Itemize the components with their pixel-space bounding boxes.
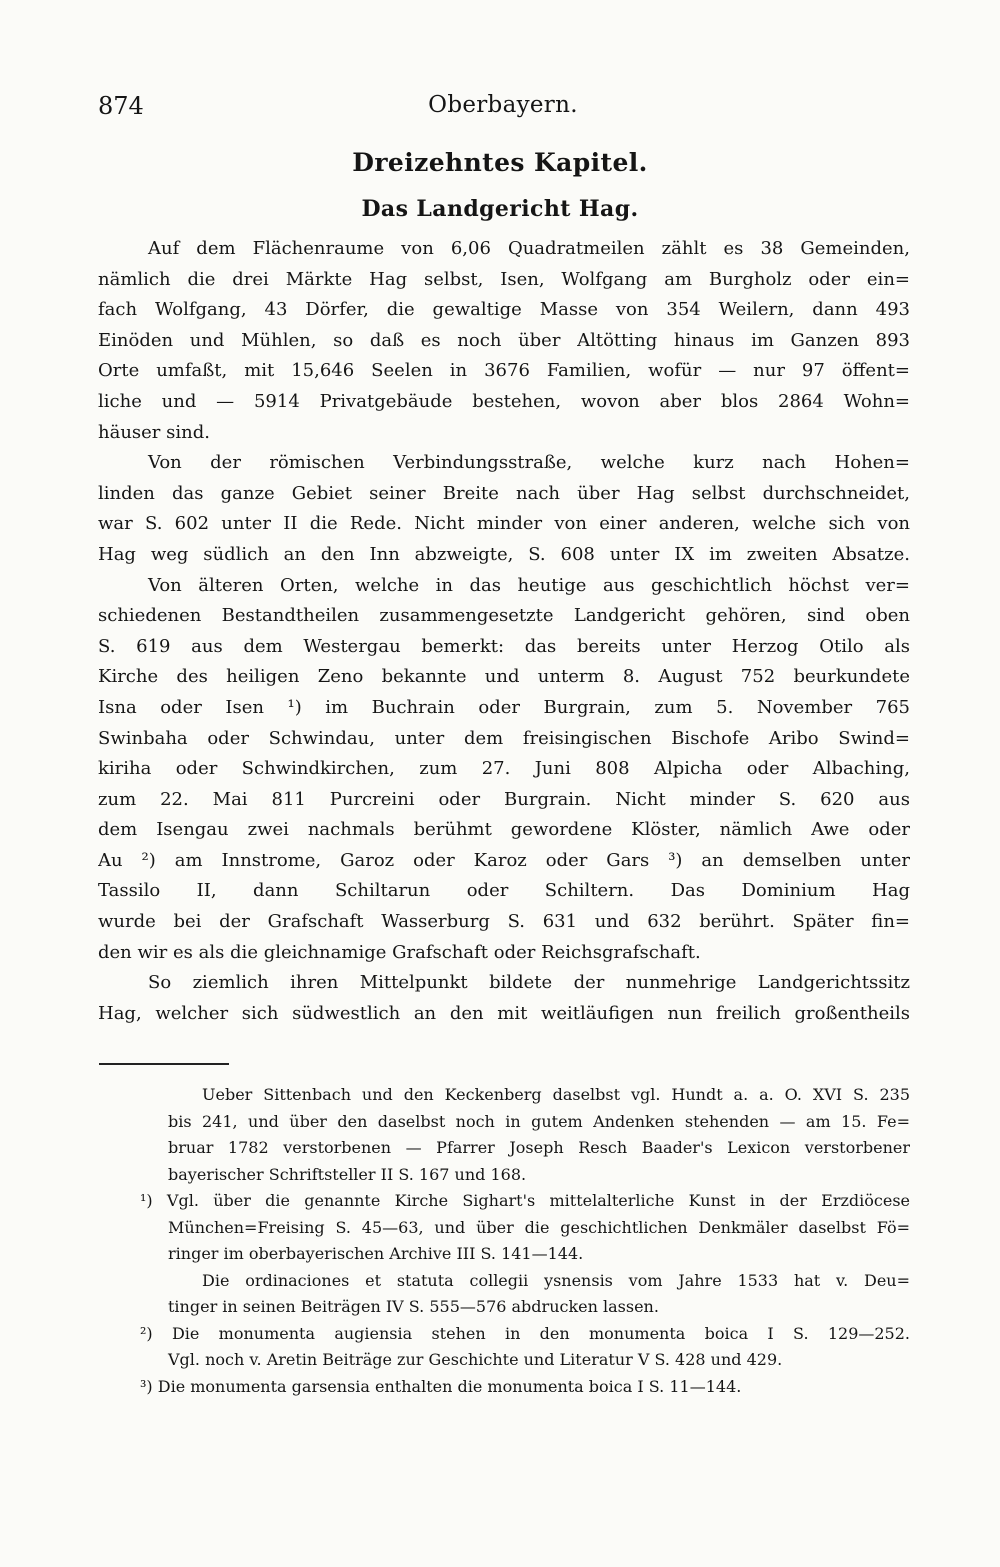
chapter-title: Dreizehntes Kapitel. xyxy=(352,148,648,177)
body-line: Auf dem Flächenraume von 6,06 Quadratmeilen zählt es 38 Gemeinden, xyxy=(148,238,910,259)
footnote-line: Ueber Sittenbach und den Keckenberg daselbst vgl. Hundt a. a. O. XVI S. 235 xyxy=(202,1085,910,1104)
footnote-line: Vgl. noch v. Aretin Beiträge zur Geschichte und Literatur V S. 428 und 429. xyxy=(168,1350,783,1369)
footnote-line: bis 241, und über den daselbst noch in gutem Andenken stehenden — am 15. Fe= xyxy=(168,1111,910,1131)
body-line: den wir es als die gleichnamige Grafschaft oder Reichsgrafschaft. xyxy=(98,941,701,963)
body-line: nämlich die drei Märkte Hag selbst, Isen, Wolfgang am Burgholz oder ein= xyxy=(98,268,910,290)
body-line: zum 22. Mai 811 Purcreini oder Burgrain. Nicht minder S. 620 aus xyxy=(98,788,910,810)
body-line: liche und — 5914 Privatgebäude bestehen, wovon aber blos 2864 Wohn= xyxy=(98,390,910,412)
body-line: S. 619 aus dem Westergau bemerkt: das bereits unter Herzog Otilo als xyxy=(98,635,910,657)
footnote-line: ¹) Vgl. über die genannte Kirche Sighart's mittelalterliche Kunst in der Erzdiöcese xyxy=(140,1191,910,1210)
footnote-line: bruar 1782 verstorbenen — Pfarrer Joseph Resch Baader's Lexicon verstorbener xyxy=(168,1138,910,1157)
body-line: Von älteren Orten, welche in das heutige aus geschichtlich höchst ver= xyxy=(148,574,910,596)
page-number: 874 xyxy=(98,92,144,120)
footnote-line: ²) Die monumenta augiensia stehen in den monumenta boica I S. 129—252. xyxy=(140,1323,910,1343)
body-line: Orte umfaßt, mit 15,646 Seelen in 3676 Familien, wofür — nur 97 öffent= xyxy=(98,360,910,382)
body-line: So ziemlich ihren Mittelpunkt bildete der nunmehrige Landgerichtssitz xyxy=(148,972,910,994)
body-line: Hag, welcher sich südwestlich an den mit weitläufigen nun freilich großentheils xyxy=(98,1002,910,1024)
running-head: Oberbayern. xyxy=(428,92,578,118)
body-text xyxy=(98,234,910,1029)
body-line: wurde bei der Grafschaft Wasserburg S. 631 und 632 berührt. Später fin= xyxy=(98,911,910,933)
body-line: Hag weg südlich an den Inn abzweigte, S. 608 unter IX im zweiten Absatze. xyxy=(98,543,910,565)
body-line: Isna oder Isen ¹) im Buchrain oder Burgrain, zum 5. November 765 xyxy=(98,696,910,718)
body-line: dem Isengau zwei nachmals berühmt gewordene Klöster, nämlich Awe oder xyxy=(98,819,910,841)
page-header xyxy=(98,92,908,126)
footnote-line: München=Freising S. 45—63, und über die geschichtlichen Denkmäler daselbst Fö= xyxy=(168,1217,910,1237)
footnote-line: bayerischer Schriftsteller II S. 167 und 168. xyxy=(168,1164,527,1184)
body-line: Tassilo II, dann Schiltarun oder Schiltern. Das Dominium Hag xyxy=(98,880,910,902)
section-title: Das Landgericht Hag. xyxy=(361,196,639,222)
body-line: Kirche des heiligen Zeno bekannte und unterm 8. August 752 beurkundete xyxy=(98,666,910,688)
body-line: häuser sind. xyxy=(98,421,210,443)
body-line: Swinbaha oder Schwindau, unter dem freisingischen Bischofe Aribo Swind= xyxy=(98,727,910,749)
footnote-line: tinger in seinen Beiträgen IV S. 555—576 abdrucken lassen. xyxy=(168,1297,659,1316)
footnote-line: ringer im oberbayerischen Archive III S. 141—144. xyxy=(168,1244,584,1263)
body-line: Von der römischen Verbindungsstraße, welche kurz nach Hohen= xyxy=(148,452,910,474)
body-line: Au ²) am Innstrome, Garoz oder Karoz oder Gars ³) an demselben unter xyxy=(98,849,910,871)
footnotes xyxy=(140,1082,910,1400)
body-line: Einöden und Mühlen, so daß es noch über Altötting hinaus im Ganzen 893 xyxy=(98,329,910,351)
body-line: linden das ganze Gebiet seiner Breite nach über Hag selbst durchschneidet, xyxy=(98,482,910,504)
footnote-line: ³) Die monumenta garsensia enthalten die monumenta boica I S. 11—144. xyxy=(140,1376,742,1396)
body-line: schiedenen Bestandtheilen zusammengesetzte Landgericht gehören, sind oben xyxy=(98,605,910,627)
body-line: war S. 602 unter II die Rede. Nicht minder von einer anderen, welche sich von xyxy=(98,513,910,535)
body-line: kiriha oder Schwindkirchen, zum 27. Juni 808 Alpicha oder Albaching, xyxy=(98,758,910,780)
body-line: fach Wolfgang, 43 Dörfer, die gewaltige Masse von 354 Weilern, dann 493 xyxy=(98,299,910,321)
footnote-line: Die ordinaciones et statuta collegii ysnensis vom Jahre 1533 hat v. Deu= xyxy=(202,1270,910,1290)
footnote-separator xyxy=(99,1063,229,1065)
